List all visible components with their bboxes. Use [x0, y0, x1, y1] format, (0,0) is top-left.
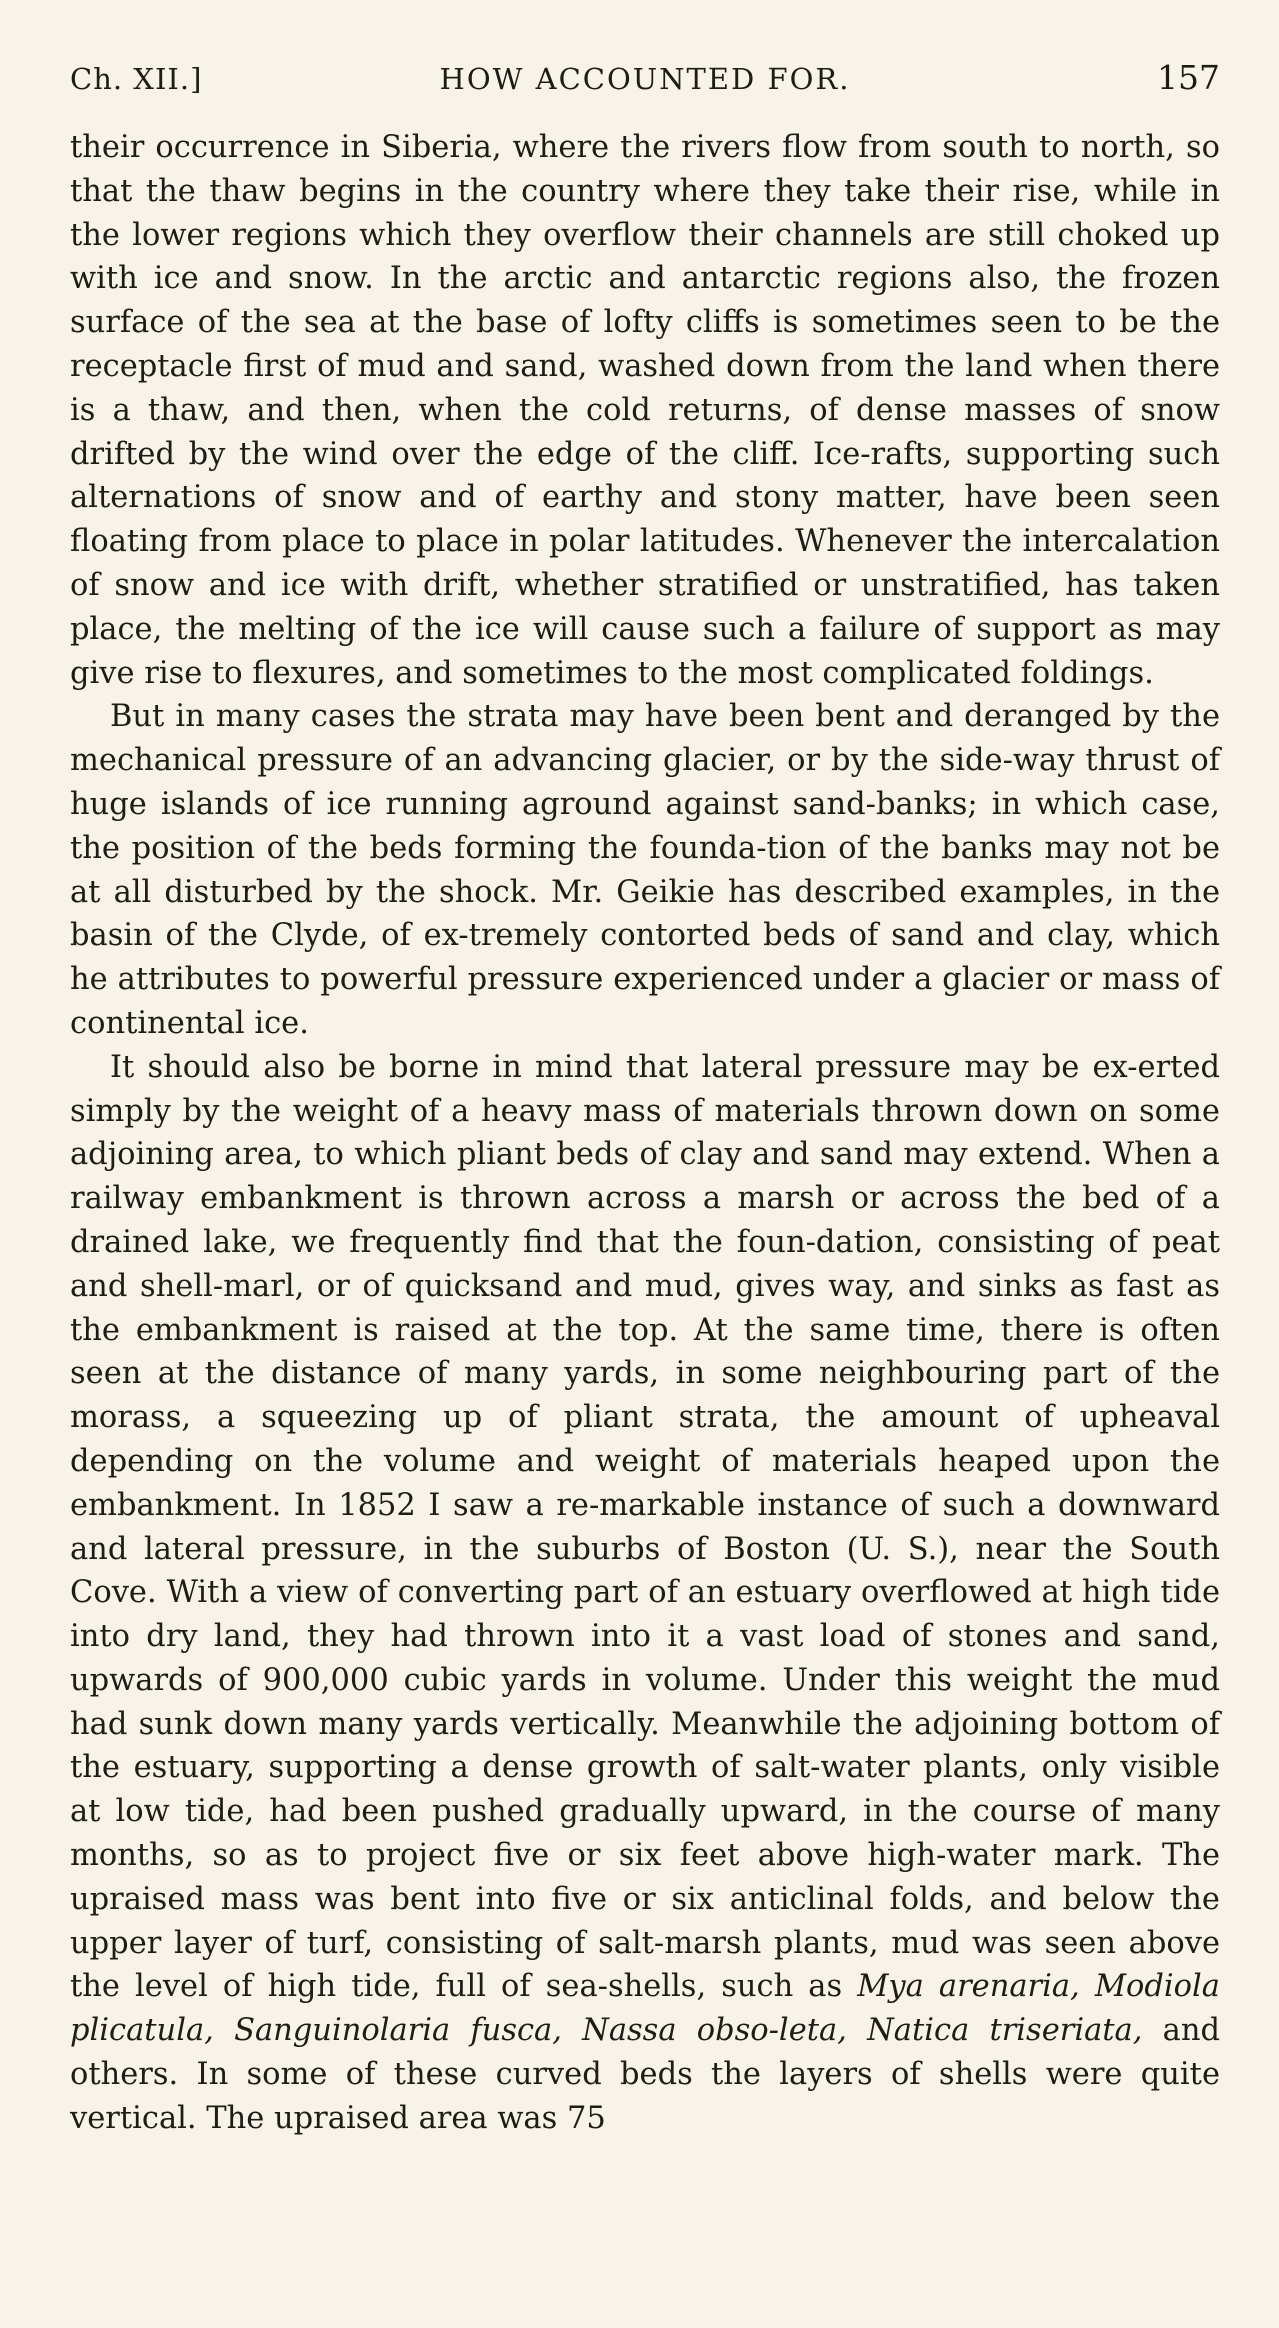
paragraph-1: their occurrence in Siberia, where the rivers flow from south to north, so that the thaw begins in the country where they take their rise, while in the lower regions which they overflow their channels are still choked up with ice and snow. In the arctic and antarctic regions also, the frozen surface of the sea at the base of lofty cliffs is sometimes seen to be the receptacle first of mud and sand, washed down from the land when there is a thaw, and then, when the cold returns, of dense masses of snow drifted by the wind over the edge of the cliff. Ice-rafts, supporting such alternations of snow and of earthy and stony matter, have been seen floating from place to place in polar latitudes. Whenever the intercalation of snow and ice with drift, whether stratified or unstratified, has taken place, the melting of the ice will cause such a failure of support as may give rise to flexures, and sometimes to the most complicated foldings.	[70, 130, 1220, 691]
body-text	[70, 126, 1220, 2141]
book-page	[70, 58, 1220, 2141]
running-header	[70, 58, 1220, 118]
page-number: 157	[1157, 58, 1220, 97]
chapter-label: Ch. XII.]	[70, 62, 203, 96]
paragraph-3	[70, 1046, 1220, 2141]
paragraph-2: But in many cases the strata may have been bent and deranged by the mechanical pressure of an advancing glacier, or by the side-way thrust of huge islands of ice running aground against sand-banks; in which case, the position of the beds forming the founda-tion of the banks may not be at all disturbed by the shock. Mr. Geikie has described examples, in the basin of the Clyde, of ex-tremely contorted beds of sand and clay, which he attributes to powerful pressure experienced under a glacier or mass of continental ice.	[70, 699, 1220, 1041]
species-mya-arenaria: Mya arenaria,	[857, 1969, 1080, 2005]
paragraph-3-text: It should also be borne in mind that lateral pressure may be ex-erted simply by the weight of a heavy mass of materials thrown down on some adjoining area, to which pliant beds of clay and sand may extend. When a railway embankment is thrown across a marsh or across the bed of a drained lake, we frequently find that the foun-dation, consisting of peat and shell-marl, or of quicksand and mud, gives way, and sinks as fast as the embankment is raised at the top. At the same time, there is often seen at the distance of many yards, in some neighbouring part of the morass, a squeezing up of pliant strata, the amount of upheaval depending on the volume and weight of materials heaped upon the embankment. In 1852 I saw a re-markable instance of such a downward and lateral pressure, in the suburbs of Boston (U. S.), near the South Cove. With a view of converting part of an estuary overflowed at high tide into dry land, they had thrown into it a vast load of stones and sand, upwards of 900,000 cubic yards in volume. Under this weight the mud had sunk down many yards vertically. Meanwhile the adjoining bottom of the estuary, supporting a dense growth of salt-water plants, only visible at low tide, had been pushed gradually upward, in the course of many months, so as to project five or six feet above high-water mark. The upraised mass was bent into five or six anticlinal folds, and below the upper layer of turf, consisting of salt-marsh plants, mud was seen above the level of high tide, full of sea-shells, such as	[70, 1049, 1220, 2005]
species-nassa-obsoleta: Nassa obso-leta,	[582, 2013, 847, 2049]
species-natica-triseriata: Natica triseriata,	[867, 2013, 1143, 2049]
species-modiola-plicatula: Modiola plicatula,	[70, 1969, 1220, 2049]
paragraph-3-ending: and others. In some of these curved beds the layers of shells were quite vertical. The upraised area was 75	[70, 2013, 1220, 2136]
running-title: HOW ACCOUNTED FOR.	[439, 62, 851, 96]
species-sanguinolaria-fusca: Sanguinolaria fusca,	[234, 2013, 562, 2049]
